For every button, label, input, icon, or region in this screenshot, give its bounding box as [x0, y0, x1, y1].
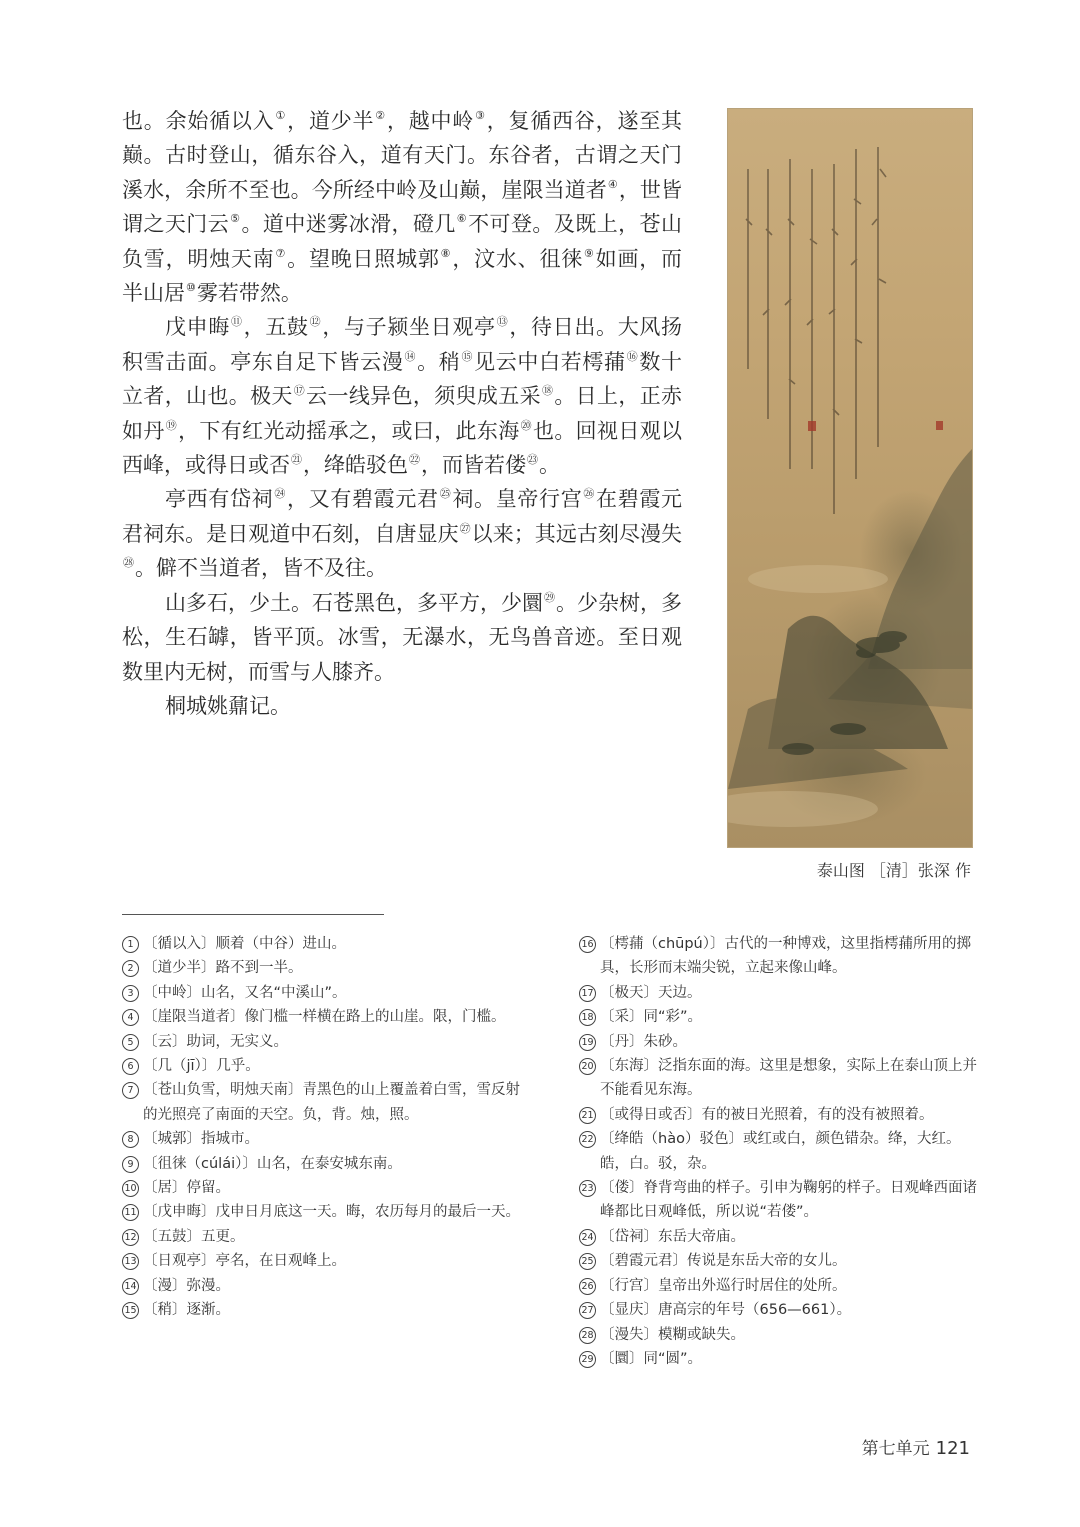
- footnote-text: 〔徂徕（cúlái）〕山名，在泰安城东南。: [143, 1155, 402, 1172]
- footnote-marker[interactable]: ⑳: [520, 418, 532, 432]
- footnote-item: [579, 1323, 977, 1347]
- footnote-number: 2: [122, 960, 139, 977]
- text-segment: 如画，而半山居: [122, 246, 683, 306]
- footnote-item: [122, 1054, 532, 1078]
- footnote-item: [579, 1176, 977, 1225]
- footnote-marker[interactable]: ⑬: [496, 315, 509, 329]
- footnote-item: [579, 1054, 977, 1103]
- taishan-painting: [727, 108, 973, 848]
- text-segment: ，世皆谓之天门云: [122, 177, 683, 237]
- footnote-item: [579, 1030, 977, 1054]
- footnote-item: [122, 1298, 532, 1322]
- text-segment: ，又有碧霞元君: [287, 487, 439, 512]
- footnote-marker[interactable]: ㉙: [544, 590, 555, 604]
- footnote-number: 12: [122, 1229, 139, 1246]
- footnotes-left: [122, 932, 532, 1323]
- footnote-item: [579, 1249, 977, 1273]
- footnote-item: [579, 1005, 977, 1029]
- text-segment: 也。回视日观以西峰，或得日或否: [122, 418, 683, 478]
- footnote-item: [579, 1127, 977, 1176]
- footnote-text: 〔绛皓（hào）驳色〕或红或白，颜色错杂。绛，大红。皓，白。驳，杂。: [600, 1131, 961, 1172]
- footnote-text: 〔樗蒱（chūpú）〕古代的一种博戏，这里指樗蒱所用的掷具，长形而末端尖锐，立起来像山峰。: [600, 936, 971, 977]
- main-text: [122, 104, 682, 723]
- footnote-marker[interactable]: ㉗: [459, 521, 471, 535]
- footnote-number: 9: [122, 1156, 139, 1173]
- footnote-text: 〔崖限当道者〕像门槛一样横在路上的山崖。限，门槛。: [143, 1009, 506, 1026]
- text-segment: ，绛皓驳色: [303, 453, 408, 478]
- text-segment: ，汶水、徂徕: [452, 246, 584, 271]
- footnote-number: 26: [579, 1278, 596, 1295]
- footnote-marker[interactable]: ①: [275, 109, 287, 122]
- text-segment: 以来；其远古刻尽漫失: [471, 521, 683, 546]
- footnote-marker[interactable]: ㉓: [527, 453, 538, 467]
- text-segment: 。僻不当道者，皆不及往。: [135, 556, 387, 581]
- footnote-text: 〔岱祠〕东岳大帝庙。: [600, 1228, 745, 1245]
- footnote-item: [122, 932, 532, 956]
- footnote-item: [122, 981, 532, 1005]
- seal-mark: [808, 421, 816, 431]
- unit-label: 第七单元: [861, 1439, 930, 1459]
- footnote-number: 16: [579, 936, 596, 953]
- footnote-number: 27: [579, 1302, 596, 1319]
- footnote-marker[interactable]: ㉖: [583, 487, 596, 501]
- footnote-text: 〔苍山负雪，明烛天南〕青黑色的山上覆盖着白雪，雪反射的光照亮了南面的天空。负，背。烛，照。: [143, 1082, 520, 1123]
- footnote-text: 〔采〕同“彩”。: [600, 1009, 703, 1026]
- text-segment: 也。余始循以入: [122, 109, 275, 133]
- footnote-item: [579, 1225, 977, 1249]
- paragraph: [122, 689, 682, 723]
- footnote-number: 25: [579, 1253, 596, 1270]
- footnote-number: 21: [579, 1107, 596, 1124]
- footnote-text: 〔道少半〕路不到一半。: [143, 960, 303, 977]
- footnote-text: 〔几（jī）〕几乎。: [143, 1058, 260, 1075]
- footnote-marker[interactable]: ⑲: [165, 418, 178, 432]
- text-segment: 。少杂树，多松，生石罅，皆平顶。冰雪，无瀑水，无鸟兽音迹。至日观数里内无树，而雪与人膝齐。: [122, 590, 682, 684]
- footnote-number: 10: [122, 1180, 139, 1197]
- footnote-marker[interactable]: ⑭: [404, 349, 417, 363]
- footnote-item: [122, 1030, 532, 1054]
- footnote-text: 〔城郭〕指城市。: [143, 1131, 259, 1148]
- footnote-item: [579, 1103, 977, 1127]
- footnote-number: 24: [579, 1229, 596, 1246]
- footnote-text: 〔极天〕天边。: [600, 984, 702, 1001]
- footnote-marker[interactable]: ⑯: [626, 349, 639, 363]
- paragraph: [122, 586, 682, 689]
- footnote-item: [122, 1152, 532, 1176]
- footnote-text: 〔居〕停留。: [143, 1180, 230, 1197]
- footnote-text: 〔丹〕朱砂。: [600, 1033, 687, 1050]
- footnote-item: [122, 1078, 532, 1127]
- footnote-number: 20: [579, 1058, 596, 1075]
- footnote-text: 〔或得日或否〕有的被日光照着，有的没有被照着。: [600, 1106, 934, 1123]
- footnote-item: [122, 956, 532, 980]
- footnote-text: 〔漫失〕模糊或缺失。: [600, 1326, 745, 1343]
- footnote-number: 6: [122, 1058, 139, 1075]
- footnote-number: 22: [579, 1131, 596, 1148]
- text-segment: 祠。皇帝行宫: [452, 487, 583, 512]
- footnote-text: 〔五鼓〕五更。: [143, 1228, 245, 1245]
- text-segment: ，复循西谷，遂至其巅。古时登山，循东谷入，道有天门。东谷者，古谓之天门溪水，余所不至也。今所经中岭及山巅，崖限当道者: [122, 109, 683, 202]
- text-segment: ，道少半: [287, 109, 375, 133]
- footnote-item: [122, 1225, 532, 1249]
- text-segment: ，五鼓: [243, 315, 309, 340]
- footnote-text: 〔东海〕泛指东面的海。这里是想象，实际上在泰山顶上并不能看见东海。: [600, 1058, 977, 1099]
- footnote-number: 4: [122, 1009, 139, 1026]
- footnote-item: [122, 1249, 532, 1273]
- footnote-marker[interactable]: ⑪: [231, 315, 243, 329]
- footnote-item: [122, 1274, 532, 1298]
- footnote-item: [122, 1005, 532, 1029]
- footnote-text: 〔碧霞元君〕传说是东岳大帝的女儿。: [600, 1253, 847, 1270]
- footnote-marker[interactable]: ⑥: [456, 212, 468, 226]
- footnotes-right: [579, 932, 977, 1371]
- footnote-marker[interactable]: ㉕: [439, 487, 452, 501]
- text-segment: 数十立者，山也。极天: [122, 349, 683, 409]
- seal-mark: [936, 421, 943, 430]
- footnote-marker[interactable]: ⑦: [275, 246, 287, 260]
- footnote-text: 〔圜〕同“圆”。: [600, 1350, 703, 1367]
- footnote-number: 23: [579, 1180, 596, 1197]
- footnote-number: 1: [122, 936, 139, 953]
- footnote-text: 〔稍〕逐渐。: [143, 1302, 230, 1319]
- footnote-marker[interactable]: ⑤: [230, 212, 241, 226]
- text-segment: 。道中迷雾冰滑，磴几: [241, 212, 456, 237]
- paragraph: [122, 482, 682, 585]
- figure-caption: 泰山图 ［清］张深 作: [816, 861, 971, 880]
- footnote-item: [122, 1127, 532, 1151]
- footnote-marker[interactable]: ⑧: [440, 246, 452, 260]
- footnote-number: 19: [579, 1034, 596, 1051]
- footnote-marker[interactable]: ④: [607, 177, 618, 191]
- footnote-marker[interactable]: ㉔: [274, 487, 287, 501]
- footnote-text: 〔显庆〕唐高宗的年号（656—661）。: [600, 1302, 852, 1319]
- text-segment: 在碧霞元君祠东。是日观道中石刻，自唐显庆: [122, 487, 683, 546]
- footnote-text: 〔行宫〕皇帝出外巡行时居住的处所。: [600, 1277, 847, 1294]
- footnote-item: [579, 1347, 977, 1371]
- footnote-marker[interactable]: ㉘: [123, 556, 134, 570]
- text-segment: 。日上，正赤如丹: [122, 384, 683, 443]
- footnote-item: [122, 1200, 532, 1224]
- text-segment: 云一线异色，须臾成五采: [306, 384, 541, 409]
- footnote-text: 〔偻〕脊背弯曲的样子。引申为鞠躬的样子。日观峰西面诸峰都比日观峰低，所以说“若偻”。: [600, 1180, 977, 1221]
- text-segment: ，越中岭: [386, 109, 475, 133]
- footnote-text: 〔云〕助词，无实义。: [143, 1033, 288, 1050]
- page-number: 121: [935, 1438, 970, 1459]
- footnote-marker[interactable]: ②: [375, 109, 386, 122]
- paragraph: [122, 310, 682, 482]
- text-segment: 桐城姚鼐记。: [165, 693, 291, 718]
- text-segment: 雾若带然。: [196, 281, 302, 306]
- footnote-item: [122, 1176, 532, 1200]
- text-segment: 亭西有岱祠: [165, 487, 274, 512]
- text-segment: ，与子颍坐日观亭: [322, 315, 496, 340]
- footnote-text: 〔漫〕弥漫。: [143, 1277, 230, 1294]
- footnote-marker[interactable]: ⑮: [461, 349, 474, 363]
- footnote-number: 29: [579, 1351, 596, 1368]
- footnote-number: 15: [122, 1302, 139, 1319]
- footnote-number: 28: [579, 1327, 596, 1344]
- paragraph: [122, 104, 682, 310]
- footnote-number: 13: [122, 1253, 139, 1270]
- text-segment: 。望晚日照城郭: [287, 246, 440, 271]
- text-segment: 戊申晦: [165, 315, 230, 340]
- footnote-text: 〔循以入〕顺着（中谷）进山。: [143, 936, 346, 952]
- footnote-marker[interactable]: ㉒: [409, 453, 420, 467]
- footnote-marker[interactable]: ⑨: [584, 246, 595, 260]
- painting-landscape: [728, 109, 972, 847]
- footnote-number: 11: [122, 1204, 139, 1221]
- footnote-number: 3: [122, 985, 139, 1002]
- footnote-marker[interactable]: ⑫: [309, 315, 322, 329]
- footnote-marker[interactable]: ⑰: [293, 384, 306, 398]
- footnote-number: 14: [122, 1278, 139, 1295]
- footnote-marker[interactable]: ㉑: [291, 453, 302, 467]
- footnote-text: 〔日观亭〕亭名，在日观峰上。: [143, 1253, 346, 1270]
- text-segment: 。稍: [417, 349, 461, 374]
- footnote-marker[interactable]: ⑱: [541, 384, 554, 398]
- page-footer: [862, 1434, 970, 1459]
- text-segment: ，而皆若偻: [421, 453, 526, 478]
- footnote-text: 〔中岭〕山名，又名“中溪山”。: [143, 984, 347, 1001]
- footnote-marker[interactable]: ⑩: [186, 281, 196, 295]
- footnote-divider: [122, 914, 384, 915]
- footnote-item: [579, 1274, 977, 1298]
- text-segment: ，下有红光动摇承之，或曰，此东海: [178, 418, 520, 443]
- footnote-number: 7: [122, 1082, 139, 1099]
- footnote-item: [579, 932, 977, 981]
- footnote-number: 17: [579, 985, 596, 1002]
- text-segment: 不可登。及既上，苍山负雪，明烛天南: [122, 212, 682, 271]
- footnote-item: [579, 981, 977, 1005]
- footnote-marker[interactable]: ③: [475, 109, 486, 122]
- footnote-text: 〔戊申晦〕戊申日月底这一天。晦，农历每月的最后一天。: [143, 1204, 520, 1221]
- text-segment: 山多石，少土。石苍黑色，多平方，少圜: [165, 590, 543, 615]
- footnote-number: 8: [122, 1131, 139, 1148]
- footnote-number: 5: [122, 1034, 139, 1051]
- footnote-number: 18: [579, 1009, 596, 1026]
- text-segment: ，待日出。大风扬积雪击面。亭东自足下皆云漫: [122, 315, 683, 374]
- text-segment: 见云中白若樗蒱: [474, 349, 626, 374]
- footnote-item: [579, 1298, 977, 1322]
- text-segment: 。: [539, 453, 560, 478]
